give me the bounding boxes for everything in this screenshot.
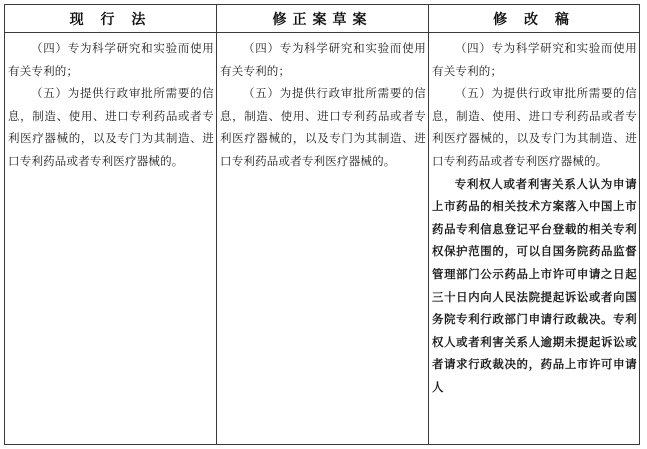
current-law-cell (5, 33, 217, 445)
content-row (5, 33, 640, 445)
header-draft-amendment: 修正案草案 (217, 5, 429, 33)
current-law-item-5: （五）为提供行政审批所需要的信息，制造、使用、进口专利药品或者专利医疗器械的，以及专门为其制造、进口专利药品或者专利医疗器械的。 (8, 86, 214, 168)
revised-draft-item-5: （五）为提供行政审批所需要的信息，制造、使用、进口专利药品或者专利医疗器械的，以及专门为其制造、进口专利药品或者专利医疗器械的。 (432, 86, 637, 168)
revised-draft-item-4: （四）专为科学研究和实验而使用有关专利的； (432, 41, 637, 78)
header-row (5, 5, 640, 33)
revised-draft-new-paragraph: 专利权人或者利害关系人认为申请上市药品的相关技术方案落入中国上市药品专利信息登记平台登载的相关专利权保护范围的，可以自国务院药品监督管理部门公示药品上市许可申请之日起三十日内向人民法院提起诉讼或者向国务院专利行政部门申请行政裁决。专利权人或者利害关系人逾期未提起诉讼或者请求行政裁决的，药品上市许可申请人 (432, 176, 637, 394)
header-revised-draft: 修 改 稿 (429, 5, 640, 33)
draft-amendment-cell (217, 33, 429, 445)
draft-amendment-item-4: （四）专为科学研究和实验而使用有关专利的； (220, 41, 426, 78)
draft-amendment-item-5: （五）为提供行政审批所需要的信息，制造、使用、进口专利药品或者专利医疗器械的，以及专门为其制造、进口专利药品或者专利医疗器械的。 (220, 86, 426, 168)
current-law-item-4: （四）专为科学研究和实验而使用有关专利的； (8, 41, 214, 78)
comparison-table (4, 4, 640, 445)
revised-draft-cell (429, 33, 640, 445)
header-current-law: 现 行 法 (5, 5, 217, 33)
